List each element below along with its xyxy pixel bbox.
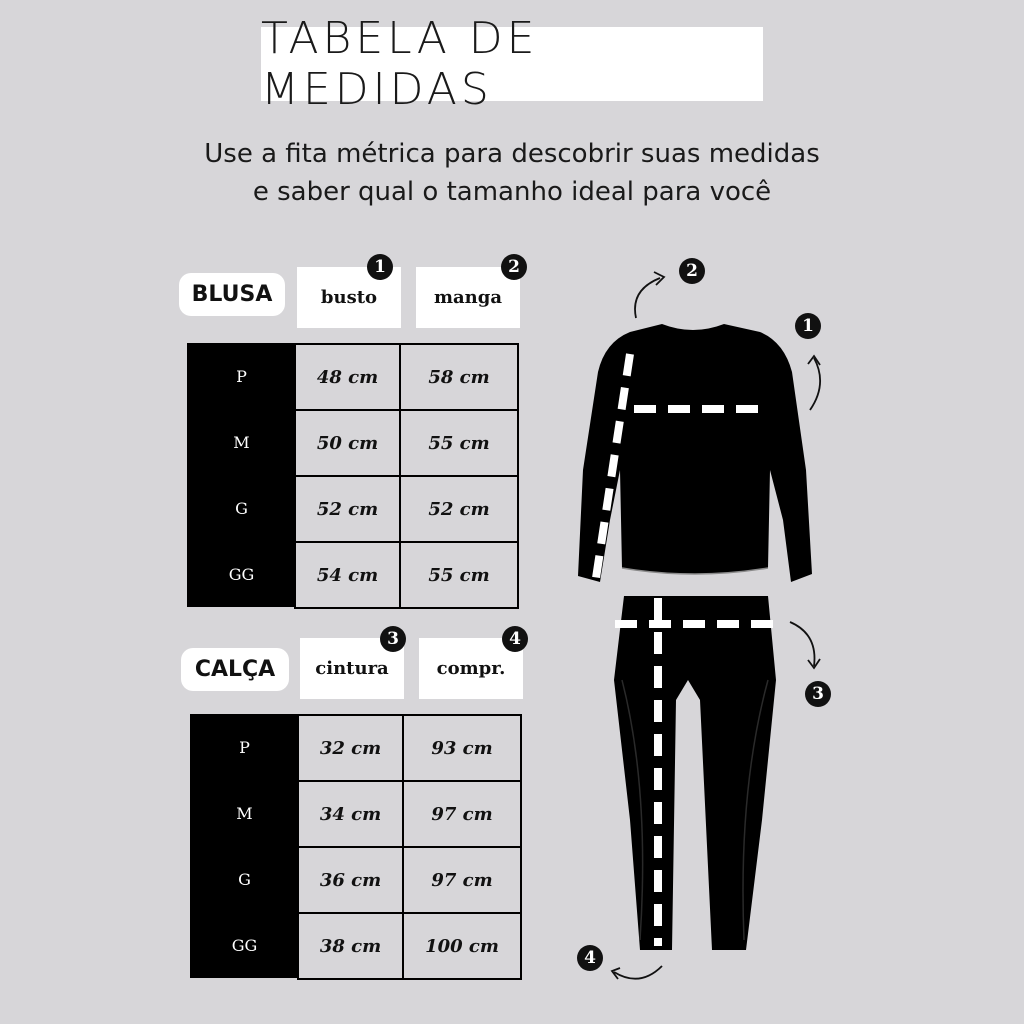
size-label: M [190, 780, 299, 846]
arrow-1 [810, 358, 820, 410]
badge-2: 2 [501, 254, 527, 280]
size-label: P [187, 343, 296, 409]
diagram-marker-1: 1 [795, 313, 821, 339]
size-label: P [190, 714, 299, 780]
table-cell: 52 cm [399, 475, 519, 543]
column-header-busto: busto [297, 267, 401, 328]
size-label: GG [187, 541, 296, 607]
table-cell: 50 cm [294, 409, 401, 477]
badge-4: 4 [502, 626, 528, 652]
table-cell: 54 cm [294, 541, 401, 609]
table-cell: 55 cm [399, 541, 519, 609]
calca-label: CALÇA [181, 648, 289, 691]
diagram-marker-4: 4 [577, 945, 603, 971]
column-header-compr: compr. [419, 638, 523, 699]
size-label: G [187, 475, 296, 541]
table-cell: 100 cm [402, 912, 522, 980]
badge-3: 3 [380, 626, 406, 652]
page-title: TABELA DE MEDIDAS [261, 13, 539, 115]
table-cell: 52 cm [294, 475, 401, 543]
subtitle-line-2: e saber qual o tamanho ideal para você [252, 177, 772, 207]
arrow-4 [614, 966, 662, 979]
table-cell: 34 cm [297, 780, 404, 848]
table-cell: 38 cm [297, 912, 404, 980]
size-label: GG [190, 912, 299, 978]
subtitle-line-1: Use a fita métrica para descobrir suas medidas [204, 139, 820, 169]
diagram-marker-2: 2 [679, 258, 705, 284]
table-cell: 55 cm [399, 409, 519, 477]
arrow-3 [790, 622, 815, 666]
table-cell: 48 cm [294, 343, 401, 411]
table-cell: 97 cm [402, 846, 522, 914]
diagram-marker-3: 3 [805, 681, 831, 707]
column-header-manga: manga [416, 267, 520, 328]
size-label: M [187, 409, 296, 475]
table-cell: 32 cm [297, 714, 404, 782]
table-cell: 58 cm [399, 343, 519, 411]
badge-1: 1 [367, 254, 393, 280]
table-cell: 36 cm [297, 846, 404, 914]
table-cell: 93 cm [402, 714, 522, 782]
table-cell: 97 cm [402, 780, 522, 848]
column-header-cintura: cintura [300, 638, 404, 699]
blusa-label: BLUSA [179, 273, 285, 316]
sweatshirt-shape [578, 324, 812, 582]
size-label: G [190, 846, 299, 912]
